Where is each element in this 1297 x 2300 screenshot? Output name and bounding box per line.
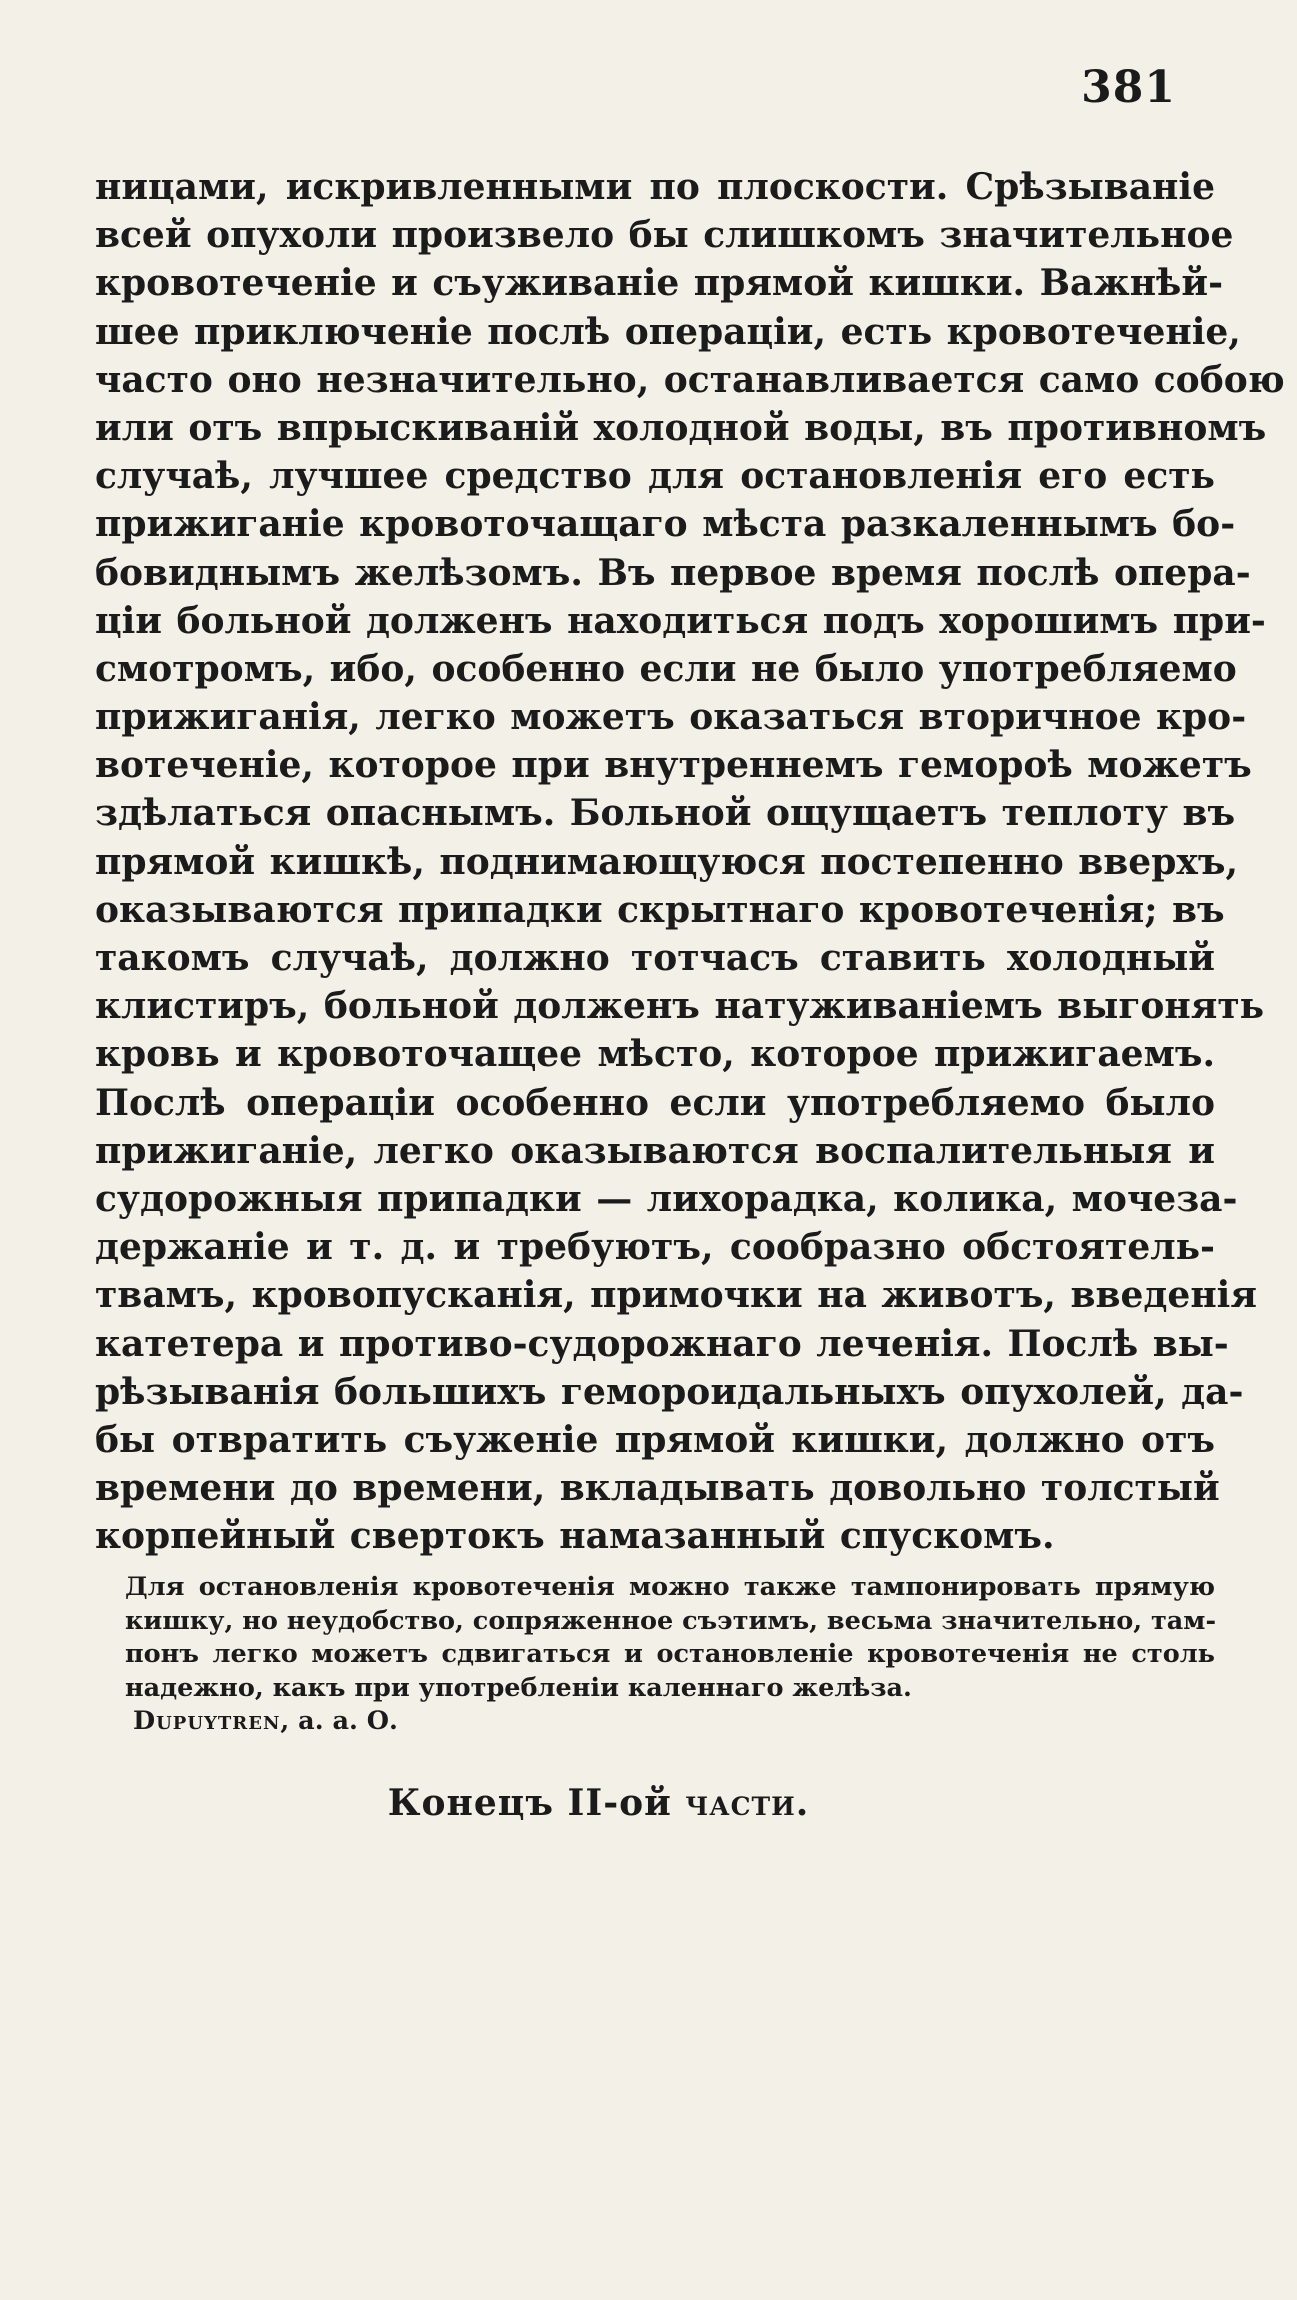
text-line: клистиръ, больной долженъ натуживаніемъ выгонять bbox=[95, 985, 1265, 1028]
text-line: оказываются припадки скрытнаго кровотеченія; въ bbox=[95, 888, 1225, 931]
text-line: смотромъ, ибо, особенно если не было употребляемо bbox=[95, 647, 1237, 690]
attribution-author: Dupuytren bbox=[133, 1706, 281, 1736]
text-line: вотеченіе, которое при внутреннемъ гемороѣ можетъ bbox=[95, 744, 1252, 787]
text-line: времени до времени, вкладывать довольно толстый bbox=[95, 1467, 1220, 1510]
text-line: твамъ, кровопусканія, примочки на животъ, введенія bbox=[95, 1274, 1257, 1317]
text-line: прижиганія, легко можетъ оказаться вторичное кро- bbox=[95, 696, 1247, 739]
text-line: бы отвратить съуженіе прямой кишки, должно отъ bbox=[95, 1418, 1215, 1461]
footnote bbox=[125, 1571, 1215, 1739]
text-line: всей опухоли произвело бы слишкомъ значительное bbox=[95, 214, 1234, 257]
footnote-line: кишку, но неудобство, сопряженное съэтимъ, весьма значительно, там- bbox=[125, 1605, 1217, 1636]
text-line: случаѣ, лучшее средство для остановленія его есть bbox=[95, 455, 1215, 498]
text-line: держаніе и т. д. и требуютъ, сообразно обстоятель- bbox=[95, 1226, 1215, 1269]
text-line: прижиганіе, легко оказываются воспалительныя и bbox=[95, 1129, 1215, 1172]
part-end-suffix: части. bbox=[685, 1782, 810, 1824]
footnote-line: Для остановленія кровотеченія можно также тампонировать прямую bbox=[125, 1572, 1215, 1602]
text-line: прижиганіе кровоточащаго мѣста разкаленнымъ бо- bbox=[95, 503, 1236, 546]
text-line: Послѣ операціи особенно если употребляемо было bbox=[95, 1081, 1215, 1124]
text-line: рѣзыванія большихъ геморoидальныхъ опухолей, да- bbox=[95, 1370, 1244, 1413]
text-line: катетера и противо-судорожнаго леченія. Послѣ вы- bbox=[95, 1322, 1229, 1365]
page-number: 381 bbox=[1081, 62, 1176, 113]
part-end-heading bbox=[0, 1782, 1297, 1824]
text-line: шее приключеніе послѣ операціи, есть кровотеченіе, bbox=[95, 310, 1241, 353]
text-line: ціи больной долженъ находиться подъ хорошимъ при- bbox=[95, 599, 1266, 642]
text-line: судорожныя припадки — лихорадка, колика, мочеза- bbox=[95, 1177, 1238, 1220]
text-line: здѣлаться опаснымъ. Больной ощущаетъ теплоту въ bbox=[95, 792, 1236, 835]
footnote-line: понъ легко можетъ сдвигаться и остановленіе кровотеченія не столь bbox=[125, 1639, 1215, 1669]
text-line: или отъ впрыскиваній холодной воды, въ противномъ bbox=[95, 406, 1267, 449]
footnote-line: надежно, какъ при употребленіи каленнаго желѣза. bbox=[125, 1672, 912, 1703]
text-line: ницами, искривленными по плоскости. Срѣзываніе bbox=[95, 166, 1215, 208]
main-text-block bbox=[95, 163, 1285, 1560]
text-line: кровотеченіе и съуживаніе прямой кишки. Важнѣй- bbox=[95, 262, 1224, 305]
footnote-attribution bbox=[125, 1705, 1215, 1739]
part-end-prefix: Конецъ II-ой bbox=[387, 1782, 686, 1824]
text-line: корпейный свертокъ намазанный спускомъ. bbox=[95, 1515, 1055, 1558]
text-line: такомъ случаѣ, должно тотчасъ ставить холодный bbox=[95, 937, 1215, 979]
attribution-reference: , а. а. О. bbox=[280, 1706, 398, 1736]
text-line: прямой кишкѣ, поднимающуюся постепенно вверхъ, bbox=[95, 840, 1238, 883]
text-line: часто оно незначительно, останавливается само собою bbox=[95, 358, 1285, 401]
text-line: бовиднымъ желѣзомъ. Въ первое время послѣ опера- bbox=[95, 551, 1251, 594]
text-line: кровь и кровоточащее мѣсто, которое прижигаемъ. bbox=[95, 1033, 1215, 1076]
